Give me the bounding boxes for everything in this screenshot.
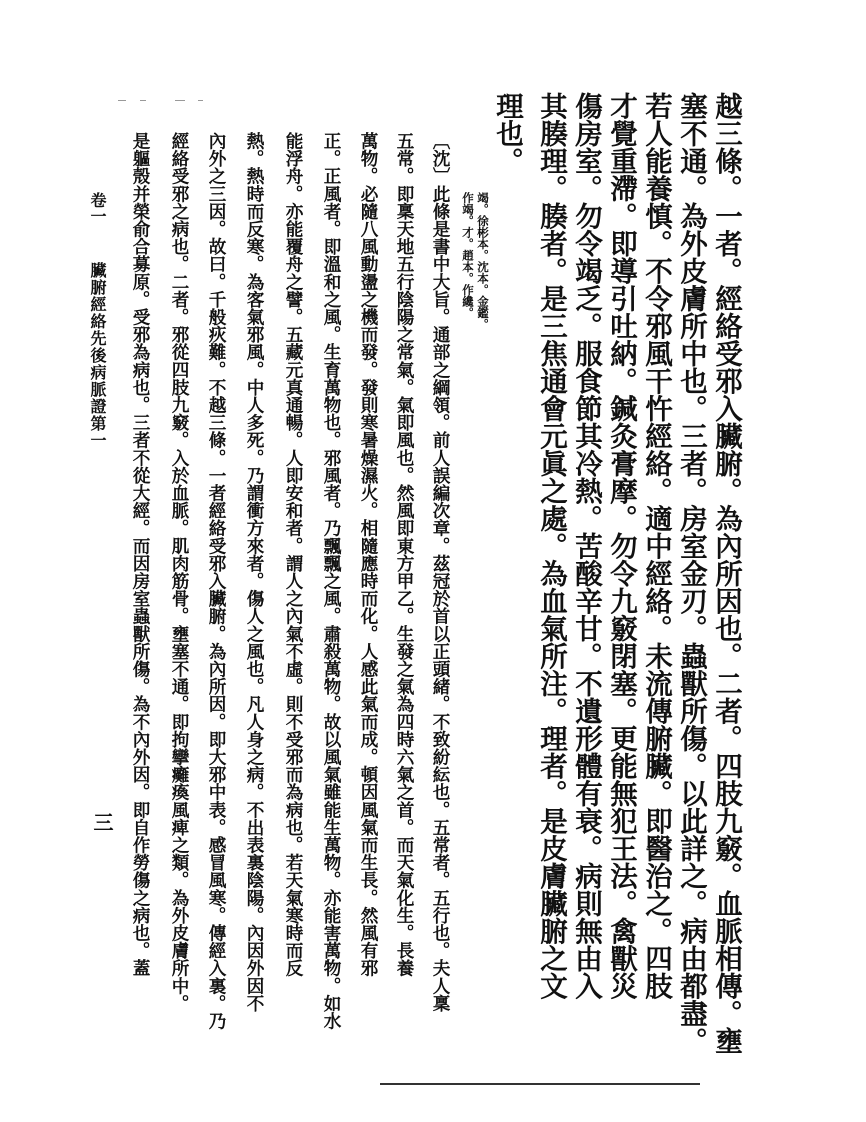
commentary-column: 〔沈〕此條是書中大旨。通部之綱領。前人誤編次章。茲冠於首以正頭緒。不致紛紜也。五常者。五行也。夫人稟 [430,132,451,1012]
scan-speck [118,100,126,101]
main-text-column: 塞不通。為外皮膚所中也。三者。房室金刃。蟲獸所傷。以此詳之。病由都盡。 [675,92,707,1055]
commentary-column: 正。正風者。即溫和之風。生育萬物也。邪風者。乃飄飄之風。肅殺萬物。故以風氣雖能生萬物。亦能害萬物。如水 [321,132,342,1030]
commentary-column: 內外之三因。故曰。千般疢難。不越三條。一者經絡受邪入臟腑。為內所因。即大邪中表。感冒風寒。傳經入裏。乃 [206,132,227,1030]
main-text-column: 若人能養慎。不令邪風干忤經絡。適中經絡。未流傳腑臟。即醫治之。四肢 [640,92,672,1000]
commentary-column: 五常。即稟天地五行陰陽之常氣。氣即風也。然風即東方甲乙。生發之氣為四時六氣之首。而天氣化生。長養 [394,132,415,977]
main-text-column: 才覺重滯。即導引吐納。鍼灸膏摩。勿令九竅閉塞。更能無犯王法。禽獸災 [605,92,637,1000]
commentary-column: 是軀殼并榮俞合募原。受邪為病也。三者不從大經。而因房室蟲獸所傷。為不內外因。即自作勞傷之病也。蓋 [130,132,151,977]
scan-speck [175,100,185,101]
page-number: 三 [90,812,114,832]
annotation-line: 竭。徐彬本。沈本。金鑑。 [476,192,490,330]
chapter-title: 臟腑經絡先後病脈證第一 [88,262,107,449]
commentary-column: 經絡受邪之病也。二者。邪從四肢九竅。入於血脈。肌肉筋骨。壅塞不通。即拘攣癱瘓風痺之類。為外皮膚所中。 [169,132,190,1012]
volume-label: 卷一 [88,192,107,224]
main-text-column: 其腠理。腠者。是三焦通會元眞之處。為血氣所注。理者。是皮膚臟腑之文 [535,92,567,1000]
scan-speck [198,100,203,101]
scan-speck [140,100,146,101]
main-text-column: 越三條。一者。經絡受邪入臟腑。為內所因也。二者。四肢九竅。血脈相傳。壅 [710,92,742,1055]
bottom-rule [380,1083,700,1085]
annotation-line: 作竭。才。趙本。作纔。 [461,192,475,319]
main-text-column: 理也。 [491,92,523,175]
main-text-column: 傷房室。勿令竭乏。服食節其冷熱。苦酸辛甘。不遺形體有衰。病則無由入 [570,92,602,1000]
commentary-column: 熱。熱時而反寒。為客氣邪風。中人多死。乃謂衝方來者。傷人之風也。凡人身之病。不出表裏陰陽。內因外因不 [244,132,265,1012]
main-text-final-column [461,92,524,330]
variant-annotation [460,192,490,330]
commentary-column: 能浮舟。亦能覆舟之譬。五藏元真通暢。人即安和者。謂人之內氣不虛。則不受邪而為病也。若天氣寒時而反 [283,132,304,977]
commentary-column: 萬物。必隨八風動盪之機而發。發則寒暑燥濕火。相隨應時而化。人感此氣而成。頓因風氣而生長。然風有邪 [358,132,379,977]
